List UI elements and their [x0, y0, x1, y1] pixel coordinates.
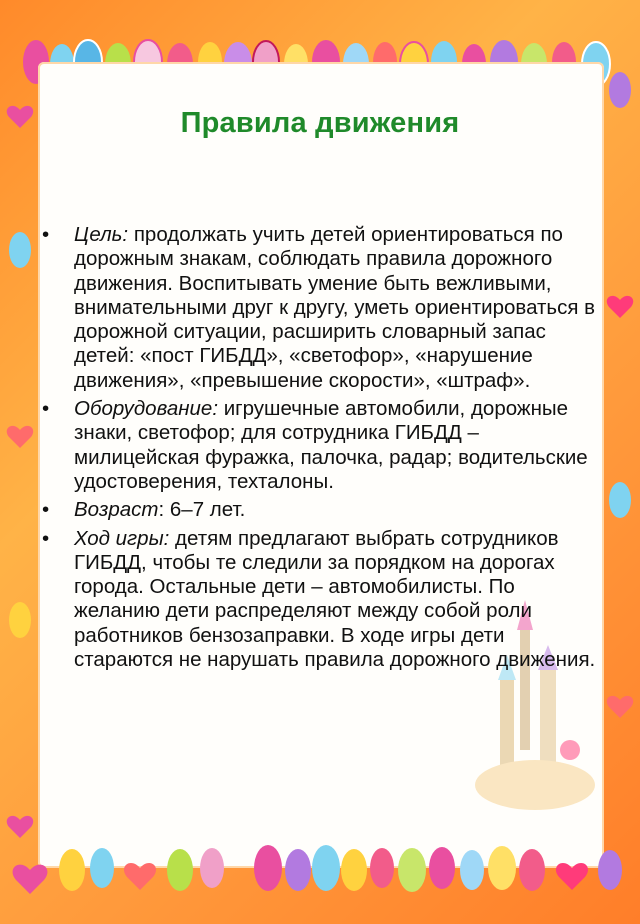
heart-icon: [124, 863, 156, 890]
easter-egg-icon: [200, 848, 224, 888]
item-label: Цель:: [74, 223, 129, 246]
easter-egg-icon: [9, 232, 31, 268]
heart-icon: [607, 696, 633, 718]
heart-icon: [556, 863, 588, 890]
heart-icon: [7, 426, 33, 448]
bullet: •: [42, 223, 50, 246]
easter-egg-icon: [341, 849, 367, 891]
rules-list: [40, 223, 605, 676]
item-text: игрушечные автомобили, дорожные знаки, светофор; для сотрудника ГИБДД – милицейская фуражка, палочка, радар; водительские удостоверения, техталоны.: [74, 397, 588, 493]
bullet: •: [42, 498, 50, 522]
list-item-game-course: [40, 527, 605, 673]
list-item-equipment: [40, 397, 605, 494]
heart-icon: [13, 865, 48, 894]
bullet: •: [42, 526, 50, 550]
list-item-age: [40, 498, 605, 522]
easter-egg-icon: [519, 849, 545, 891]
easter-egg-icon: [370, 848, 394, 888]
easter-egg-icon: [460, 850, 484, 890]
list-item-goal: [40, 223, 605, 393]
easter-egg-icon: [167, 849, 193, 891]
easter-egg-icon: [59, 849, 85, 891]
easter-egg-icon: [90, 848, 114, 888]
easter-egg-icon: [9, 602, 31, 638]
easter-egg-icon: [312, 845, 340, 891]
easter-egg-icon: [429, 847, 455, 889]
page-title: Правила движения: [180, 107, 460, 139]
item-text: : 6–7 лет.: [158, 498, 246, 522]
easter-egg-icon: [609, 72, 631, 108]
bullet: •: [42, 397, 50, 421]
easter-egg-icon: [398, 848, 426, 892]
easter-egg-icon: [488, 846, 516, 890]
easter-egg-icon: [254, 845, 282, 891]
item-label: Ход игры:: [74, 526, 170, 550]
item-text: детям предлагают выбрать сотрудников ГИБДД, чтобы те следили за порядком на дорогах города. Остальные дети – автомобилисты. По желанию дети распределяют между собой роли работников бензозаправки. В ходе игры дети стараются не нарушать правила дорожного движения.: [74, 526, 596, 672]
easter-egg-icon: [285, 849, 311, 891]
easter-egg-icon: [598, 850, 622, 890]
easter-egg-icon: [609, 482, 631, 518]
bottom-egg-border: [0, 832, 640, 902]
item-label: Оборудование:: [74, 397, 219, 421]
item-text: продолжать учить детей ориентироваться по дорожным знакам, соблюдать правила дорожного движения. Воспитывать умение быть вежливыми, внимательными друг к другу, уметь ориентироваться в дорожной ситуации, расширить словарный запас детей: «пост ГИБДД», «светофор», «нарушение движения», «превышение скорости», «штраф».: [74, 223, 596, 392]
item-label: Возраст: [74, 498, 159, 522]
heart-icon: [607, 296, 633, 318]
